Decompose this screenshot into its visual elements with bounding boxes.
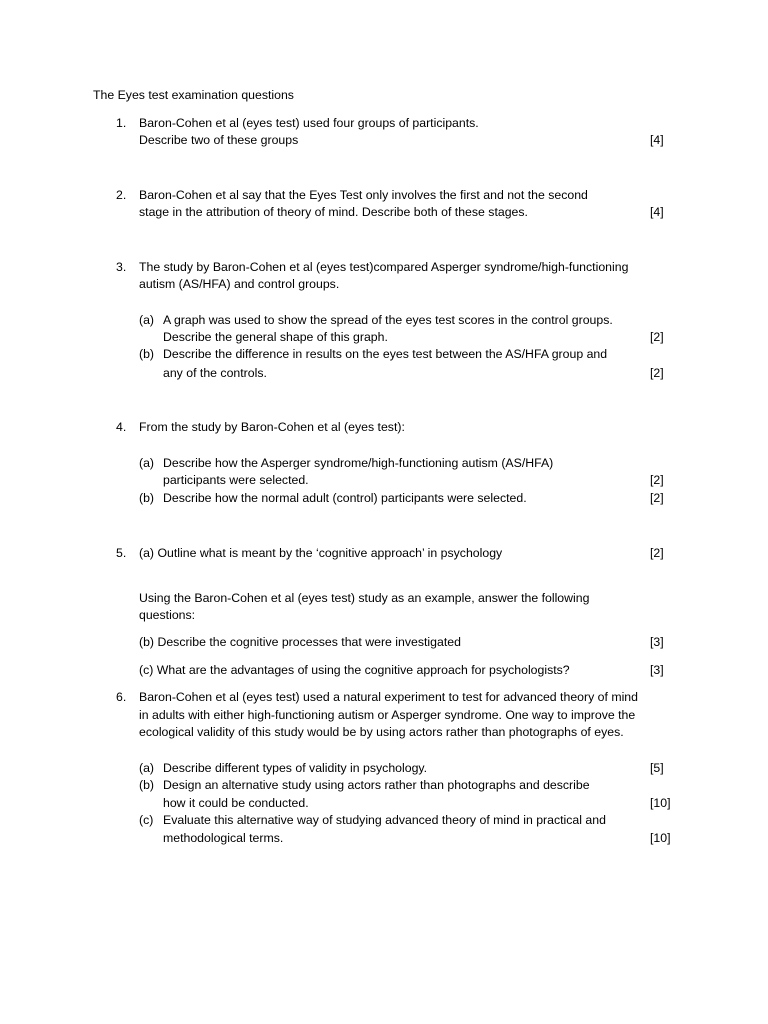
- marks-label: [2]: [650, 330, 664, 344]
- subpart-text: how it could be conducted.: [163, 796, 309, 810]
- question-number: 1.: [116, 116, 127, 130]
- marks-label: [2]: [650, 473, 664, 487]
- question-text: From the study by Baron-Cohen et al (eyes test):: [139, 420, 405, 434]
- marks-label: [2]: [650, 366, 664, 380]
- marks-label: [10]: [650, 831, 671, 845]
- marks-label: [3]: [650, 663, 664, 677]
- subpart-text: Describe different types of validity in psychology.: [163, 761, 428, 775]
- marks-label: [4]: [650, 133, 664, 147]
- marks-label: [5]: [650, 761, 664, 775]
- question-intro: questions:: [139, 608, 196, 622]
- question-number: 3.: [116, 260, 127, 274]
- subpart-text: Describe the general shape of this graph.: [163, 330, 388, 344]
- subpart-text: Describe how the Asperger syndrome/high-functioning autism (AS/HFA): [163, 456, 554, 470]
- subpart-text: participants were selected.: [163, 473, 309, 487]
- subpart-label: (c): [139, 813, 154, 827]
- subpart-label: (b): [139, 778, 155, 792]
- subpart-label: (a): [139, 456, 155, 470]
- question-text: ecological validity of this study would be by using actors rather than photographs of eyes.: [139, 725, 624, 739]
- subpart-text: Design an alternative study using actors rather than photographs and describe: [163, 778, 590, 792]
- question-intro: Using the Baron-Cohen et al (eyes test) study as an example, answer the following: [139, 591, 590, 605]
- question-number: 4.: [116, 420, 127, 434]
- question-number: 2.: [116, 188, 127, 202]
- subpart-text: (c) What are the advantages of using the cognitive approach for psychologists?: [139, 663, 570, 677]
- marks-label: [2]: [650, 546, 664, 560]
- subpart-text: methodological terms.: [163, 831, 284, 845]
- marks-label: [10]: [650, 796, 671, 810]
- question-text: (a) Outline what is meant by the ‘cognitive approach’ in psychology: [139, 546, 503, 560]
- subpart-text: (b) Describe the cognitive processes that were investigated: [139, 635, 461, 649]
- question-number: 5.: [116, 546, 127, 560]
- subpart-label: (a): [139, 761, 155, 775]
- subpart-text: any of the controls.: [163, 366, 267, 380]
- question-text: Baron-Cohen et al (eyes test) used four groups of participants.: [139, 116, 479, 130]
- page-title: The Eyes test examination questions: [93, 88, 294, 102]
- question-text: in adults with either high-functioning autism or Asperger syndrome. One way to improve the: [139, 708, 636, 722]
- question-number: 6.: [116, 690, 127, 704]
- subpart-text: Evaluate this alternative way of studying advanced theory of mind in practical and: [163, 813, 606, 827]
- question-text: Baron-Cohen et al (eyes test) used a natural experiment to test for advanced theory of mind: [139, 690, 638, 704]
- marks-label: [4]: [650, 205, 664, 219]
- subpart-label: (a): [139, 313, 155, 327]
- marks-label: [3]: [650, 635, 664, 649]
- subpart-text: Describe the difference in results on the eyes test between the AS/HFA group and: [163, 347, 608, 361]
- subpart-label: (b): [139, 347, 155, 361]
- subpart-label: (b): [139, 491, 155, 505]
- subpart-text: Describe how the normal adult (control) participants were selected.: [163, 491, 527, 505]
- question-text: The study by Baron-Cohen et al (eyes test)compared Asperger syndrome/high-functioning: [139, 260, 629, 274]
- question-text: Baron-Cohen et al say that the Eyes Test only involves the first and not the second: [139, 188, 588, 202]
- marks-label: [2]: [650, 491, 664, 505]
- question-text: stage in the attribution of theory of mind. Describe both of these stages.: [139, 205, 528, 219]
- question-text: Describe two of these groups: [139, 133, 299, 147]
- question-text: autism (AS/HFA) and control groups.: [139, 277, 340, 291]
- subpart-text: A graph was used to show the spread of the eyes test scores in the control groups.: [163, 313, 613, 327]
